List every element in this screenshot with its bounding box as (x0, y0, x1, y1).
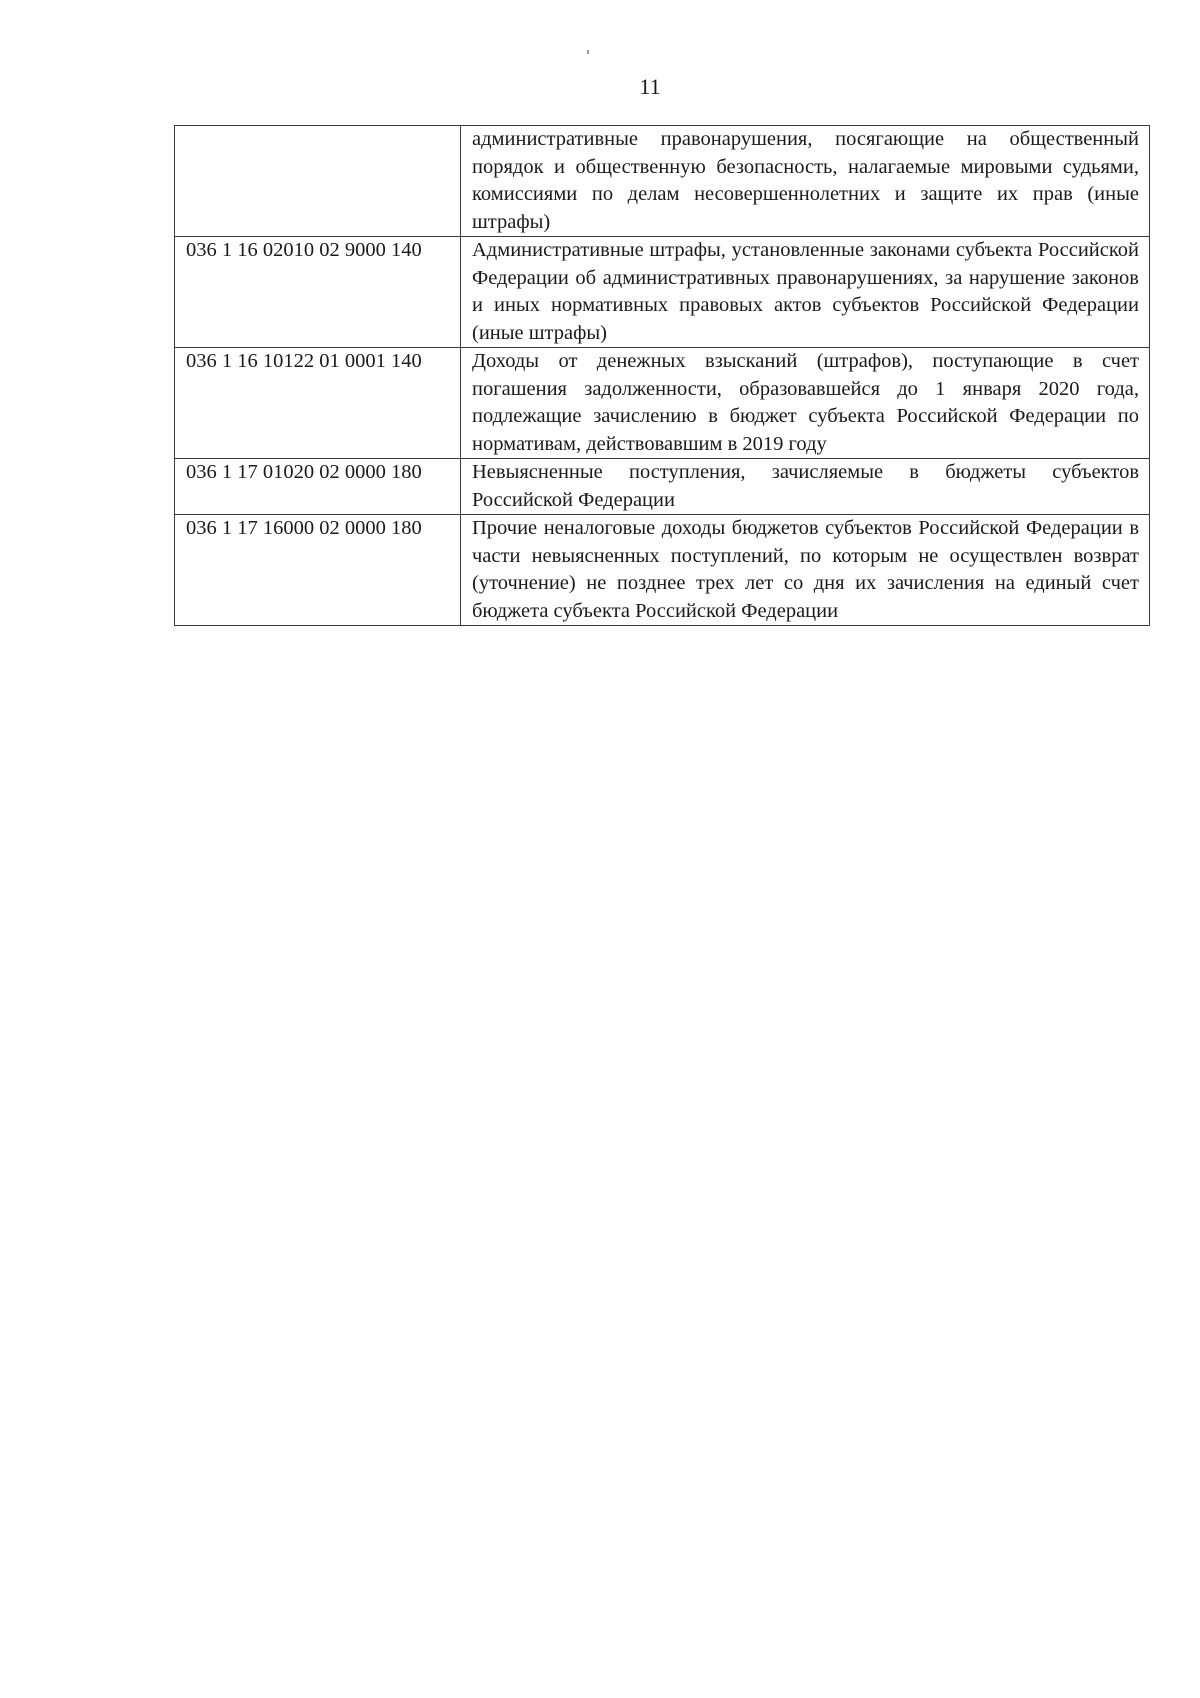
budget-code-cell: 036 1 16 02010 02 9000 140 (175, 237, 461, 348)
description-cell: Административные штрафы, установленные законами субъекта Российской Федерации об административных правонарушениях, за нарушение законов и иных нормативных правовых актов субъектов Российской Федерации (иные штрафы) (461, 237, 1150, 348)
description-cell: Невыясненные поступления, зачисляемые в бюджеты субъектов Российской Федерации (461, 459, 1150, 515)
budget-code-cell: 036 1 17 01020 02 0000 180 (175, 459, 461, 515)
table-row (175, 237, 1150, 348)
budget-code-cell: 036 1 16 10122 01 0001 140 (175, 348, 461, 459)
scan-speck (587, 50, 589, 54)
table-row (175, 126, 1150, 237)
page-number: 11 (639, 74, 661, 99)
table-row (175, 459, 1150, 515)
table-row (175, 515, 1150, 626)
description-cell: Прочие неналоговые доходы бюджетов субъектов Российской Федерации в части невыясненных поступлений, по которым не осуществлен возврат (уточнение) не позднее трех лет со дня их зачисления на единый счет бюджета субъекта Российской Федерации (461, 515, 1150, 626)
description-cell: административные правонарушения, посягающие на общественный порядок и общественную безопасность, налагаемые мировыми судьями, комиссиями по делам несовершеннолетних и защите их прав (иные штрафы) (461, 126, 1150, 237)
description-cell: Доходы от денежных взысканий (штрафов), поступающие в счет погашения задолженности, образовавшейся до 1 января 2020 года, подлежащие зачислению в бюджет субъекта Российской Федерации по нормативам, действовавшим в 2019 году (461, 348, 1150, 459)
budget-code-cell: 036 1 17 16000 02 0000 180 (175, 515, 461, 626)
table-row (175, 348, 1150, 459)
budget-code-cell (175, 126, 461, 237)
revenue-codes-table (174, 125, 1150, 626)
